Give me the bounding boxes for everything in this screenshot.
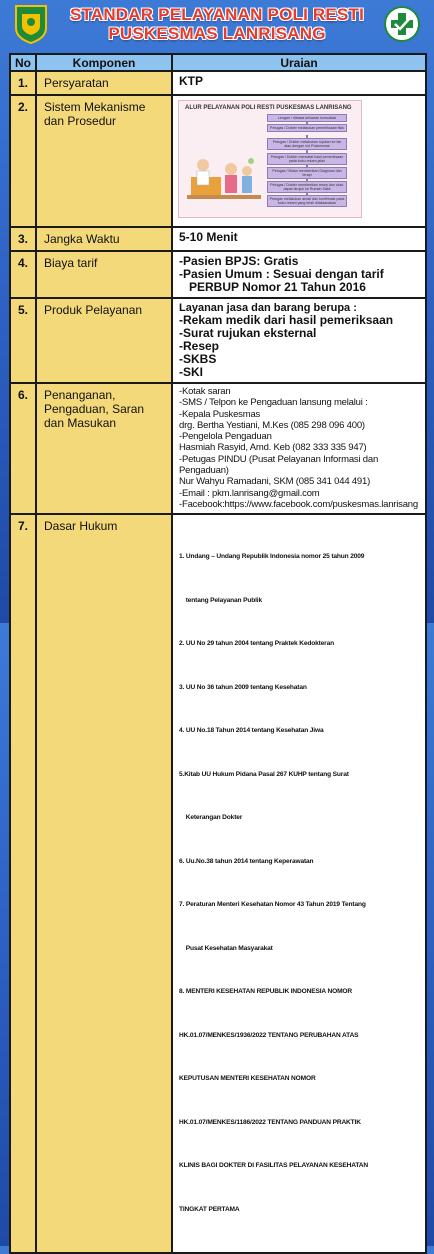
value-line: 2. UU No 29 tahun 2004 tentang Praktek Kedokteran: [179, 640, 334, 648]
flowchart-step: Petugas melakukan amati dan konfirmasi pada buku rekam yang telah dilaksanakan: [267, 195, 347, 207]
header-uraian: Uraian: [172, 54, 426, 71]
value-line: Nur Wahyu Ramadani, SKM (085 341 044 491): [179, 476, 371, 488]
value-line: -Petugas PINDU (Pusat Pelayanan Informasi dan Pengaduan): [179, 453, 379, 477]
table-row: [10, 95, 426, 227]
flowchart-step: Petugas / Dokter memberikan resep dan obat, dapat dirujuk ke Rumah Sakit: [267, 181, 347, 193]
table-row: [10, 71, 426, 95]
flowchart-step: Petugas / Dokter melakukan pemeriksaan fisik: [267, 124, 347, 132]
value-line: -Kotak saran: [179, 386, 231, 397]
value-line: HK.01.07/MENKES/1186/2022 TENTANG PANDUAN PRAKTIK: [179, 1118, 361, 1126]
flowchart-step: Petugas / Dokter mencatat hasil pemeriksaan pada buku rekam jalan: [267, 153, 347, 165]
value-line: -Kepala Puskesmas: [179, 408, 261, 420]
value-line: -Rekam medik dari hasil pemeriksaan: [179, 313, 394, 327]
puskesmas-cross-icon: [384, 6, 420, 42]
value-line: 4. UU No.18 Tahun 2014 tentang Kesehatan Jiwa: [179, 727, 324, 735]
row-number: 7.: [10, 514, 36, 1253]
value-line: TINGKAT PERTAMA: [179, 1205, 240, 1213]
flowchart-step: Lengan / dibawa keluaran konsultasi: [267, 114, 347, 122]
value-line: 7. Peraturan Menteri Kesehatan Nomor 43 Tahun 2019 Tentang: [179, 901, 366, 909]
value-line: HK.01.07/MENKES/1936/2022 TENTANG PERUBAHAN ATAS: [179, 1031, 359, 1039]
header-no: No: [10, 54, 36, 71]
table-row: [10, 298, 426, 383]
regional-emblem-icon: [14, 4, 48, 44]
row-component: Jangka Waktu: [36, 227, 172, 251]
service-standard-table: [9, 53, 427, 1254]
row-value: [172, 514, 426, 1253]
row-number: 5.: [10, 298, 36, 383]
table-row: [10, 251, 426, 298]
value-line: Keterangan Dokter: [179, 814, 243, 822]
row-value: [172, 298, 426, 383]
row-number: 4.: [10, 251, 36, 298]
value-line: -Surat rujukan eksternal: [179, 326, 317, 340]
row-component: Biaya tarif: [36, 251, 172, 298]
service-flowchart: [178, 100, 362, 218]
row-number: 6.: [10, 383, 36, 514]
value-line: KEPUTUSAN MENTERI KESEHATAN NOMOR: [179, 1075, 316, 1083]
flowchart-cell: [172, 95, 426, 227]
value-line: tentang Pelayanan Publik: [179, 596, 263, 604]
value-line: -Pasien BPJS: Gratis: [179, 254, 299, 268]
row-value: [172, 251, 426, 298]
table-row: [10, 227, 426, 251]
flowchart-step: Petugas / Dokter melakukan rujukan ke lab atau dengan s/d Puskesmas: [267, 138, 347, 150]
value-line: 6. Uu.No.38 tahun 2014 tentang Keperawatan: [179, 857, 314, 865]
table-row: [10, 383, 426, 514]
value-line: 1. Undang – Undang Republik Indonesia nomor 25 tahun 2009: [179, 553, 365, 561]
page-title-line-1: STANDAR PELAYANAN POLI RESTI: [69, 5, 364, 24]
value-line: -Facebook:https://www.facebook.com/puskesmas.lanrisang: [179, 498, 418, 510]
value-line: -Email : pkm.lanrisang@gmail.com: [179, 487, 320, 499]
row-component: Dasar Hukum: [36, 514, 172, 1253]
value-line: -Resep: [179, 339, 220, 353]
value-line: Layanan jasa dan barang berupa :: [179, 302, 357, 314]
page-header: [0, 0, 434, 50]
service-illustration-icon: [185, 149, 263, 207]
row-component: Produk Pelayanan: [36, 298, 172, 383]
value-line: Pusat Kesehatan Masyarakat: [179, 944, 273, 952]
row-component: Sistem Mekanisme dan Prosedur: [36, 95, 172, 227]
row-component: Persyaratan: [36, 71, 172, 95]
value-line: 5.Kitab UU Hukum Pidana Pasal 267 KUHP tentang Surat: [179, 770, 349, 778]
value-line: -Pasien Umum : Sesuai dengan tarif: [179, 267, 384, 281]
row-number: 1.: [10, 71, 36, 95]
value-line: -Pengelola Pengaduan: [179, 431, 272, 443]
value-line: PERBUP Nomor 21 Tahun 2016: [189, 280, 366, 294]
header-komponen: Komponen: [36, 54, 172, 71]
row-value: KTP: [172, 71, 426, 95]
value-line: 8. MENTERI KESEHATAN REPUBLIK INDONESIA NOMOR: [179, 988, 352, 996]
value-line: -SKI: [179, 365, 203, 379]
page-title-line-2: PUSKESMAS LANRISANG: [108, 24, 326, 43]
row-component: Penanganan, Pengaduan, Saran dan Masukan: [36, 383, 172, 514]
row-value: [172, 383, 426, 514]
value-line: Hasmiah Rasyid, Amd. Keb (082 333 335 947): [179, 442, 367, 454]
value-line: -SKBS: [179, 352, 217, 366]
row-number: 3.: [10, 227, 36, 251]
value-line: KLINIS BAGI DOKTER DI FASILITAS PELAYANAN KESEHATAN: [179, 1162, 368, 1170]
value-line: drg. Bertha Yestiani, M.Kes (085 298 096 400): [179, 419, 365, 431]
value-line: -SMS / Telpon ke Pengaduan lansung melalui :: [179, 397, 368, 409]
row-value: 5-10 Menit: [172, 227, 426, 251]
flowchart-title: ALUR PELAYANAN POLI RESTI PUSKESMAS LANRISANG: [185, 105, 352, 111]
row-number: 2.: [10, 95, 36, 227]
value-line: 3. UU No 36 tahun 2009 tentang Kesehatan: [179, 683, 307, 691]
flowchart-step: Petugas / Bidan memberikan Diagnosa dan terapi: [267, 167, 347, 179]
table-row: [10, 514, 426, 1253]
